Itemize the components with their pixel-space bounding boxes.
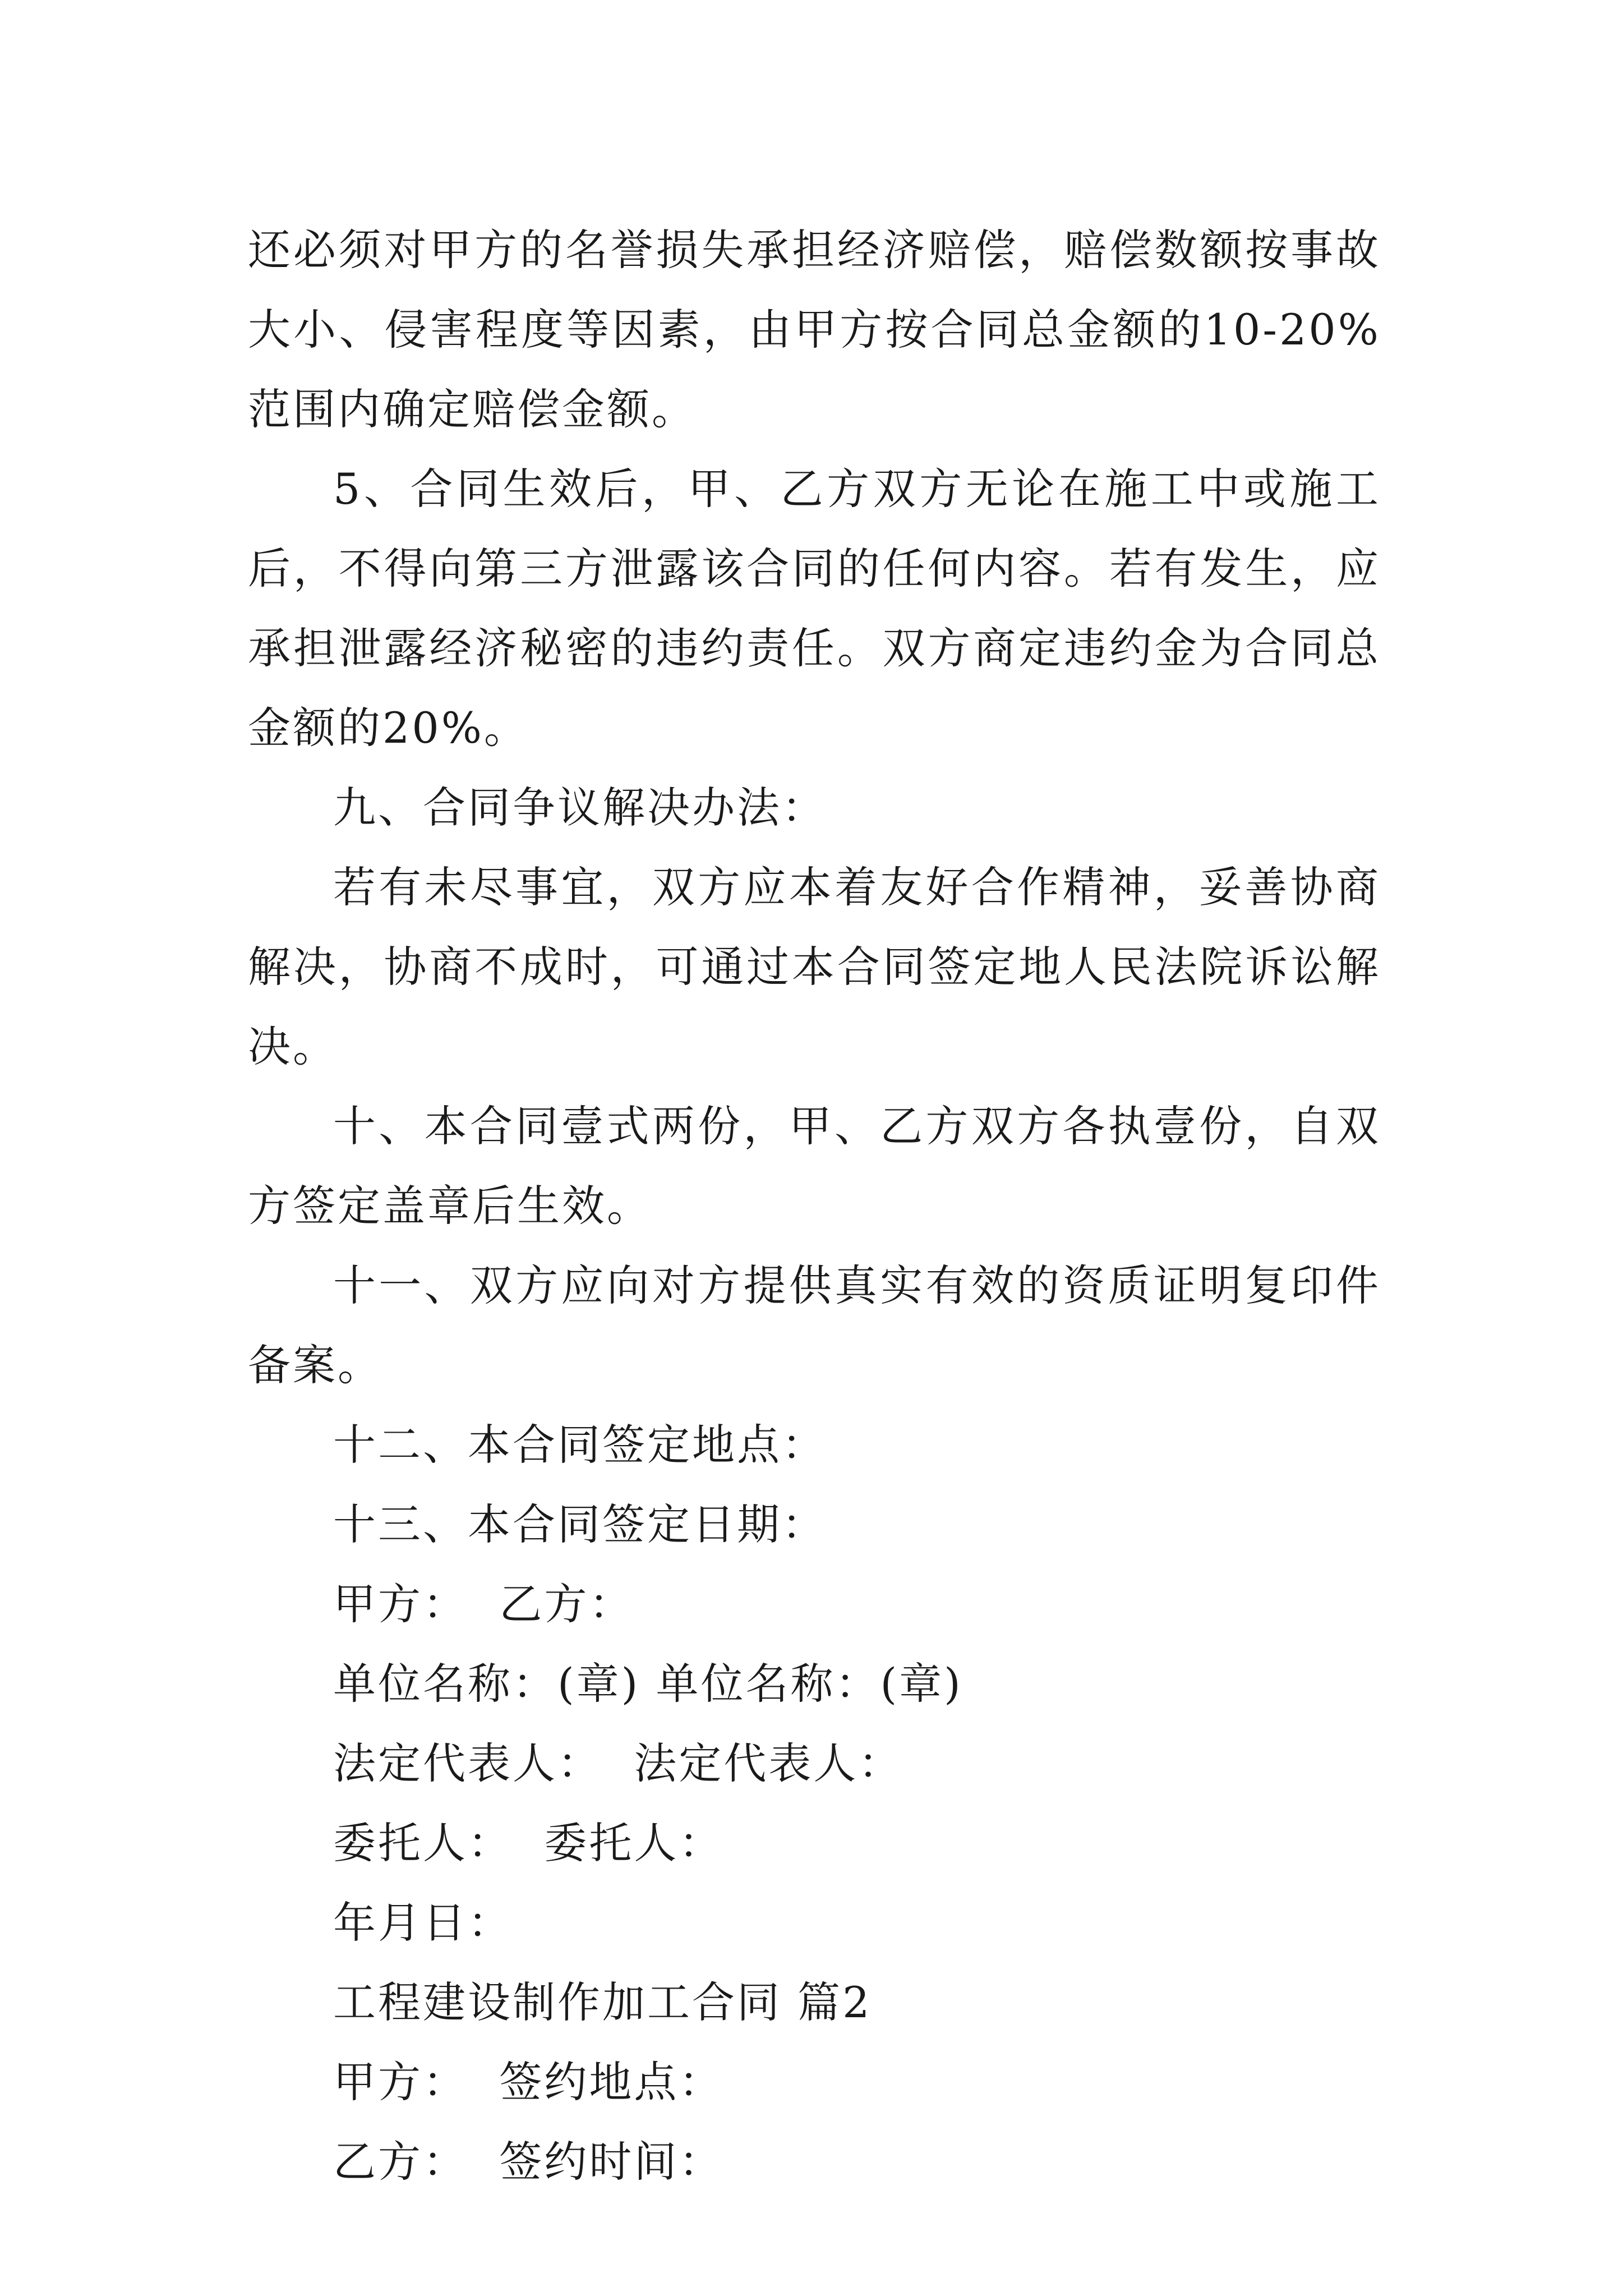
line-trustees: 委托人： 委托人：	[333, 1818, 724, 1868]
section-title-contract-2: 工程建设制作加工合同 篇2	[333, 1977, 872, 2027]
paragraph-qualification: 十一、双方应向对方提供真实有效的资质证明复印件备案。	[248, 1260, 1381, 1390]
line-parties: 甲方： 乙方：	[333, 1579, 634, 1629]
heading-dispute-resolution: 九、合同争议解决办法：	[333, 783, 827, 832]
line-signing-date: 十三、本合同签定日期：	[333, 1499, 827, 1549]
line-unit-names: 单位名称：(章) 单位名称：(章)	[333, 1659, 963, 1709]
line-date: 年月日：	[333, 1898, 513, 1948]
line-party-a-place: 甲方： 签约地点：	[333, 2057, 724, 2107]
line-party-b-time: 乙方： 签约时间：	[333, 2137, 724, 2187]
paragraph-dispute-resolution: 若有未尽事宜，双方应本着友好合作精神，妥善协商解决，协商不成时，可通过本合同签定地人民法院诉讼解决。	[248, 862, 1381, 1071]
paragraph-compensation: 还必须对甲方的名誉损失承担经济赔偿，赔偿数额按事故大小、侵害程度等因素，由甲方按合同总金额的10-20%范围内确定赔偿金额。	[248, 225, 1381, 434]
document-body	[248, 210, 1381, 2202]
paragraph-copies: 十、本合同壹式两份，甲、乙方双方各执壹份，自双方签定盖章后生效。	[248, 1101, 1381, 1231]
line-signing-place: 十二、本合同签定地点：	[333, 1420, 827, 1470]
line-legal-representatives: 法定代表人： 法定代表人：	[333, 1738, 903, 1788]
paragraph-confidentiality: 5、合同生效后，甲、乙方双方无论在施工中或施工后，不得向第三方泄露该合同的任何内容。若有发生，应承担泄露经济秘密的违约责任。双方商定违约金为合同总金额的20%。	[248, 464, 1381, 753]
